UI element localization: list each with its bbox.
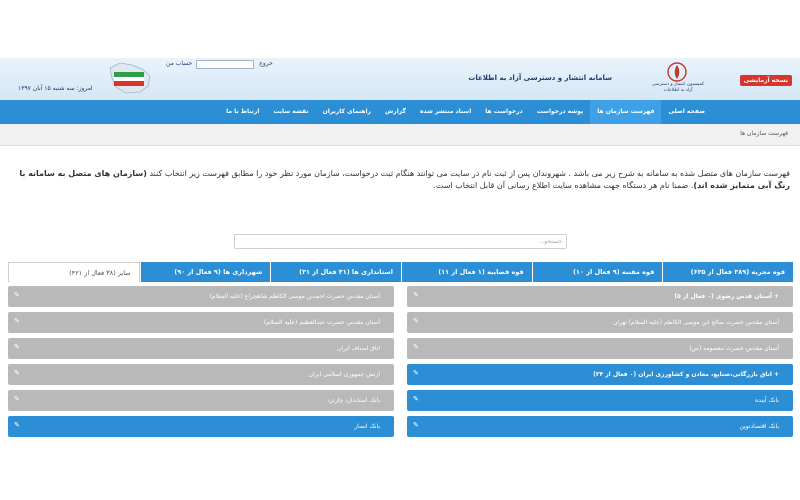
link-icon[interactable]: ✎	[413, 291, 419, 299]
org-item-label: اتاق بازرگانی،صنایع، معادن و کشاورزی ایران (۰ فعال از ۳۴)	[593, 371, 772, 378]
nav-requests[interactable]: درخواست ها	[485, 108, 523, 115]
link-icon[interactable]: ✎	[413, 369, 419, 377]
government-emblem-icon	[666, 61, 688, 83]
intro-text	[16, 168, 790, 192]
org-item-label: بانک استاندارد چارترد	[327, 397, 380, 404]
iran-map-icon	[106, 60, 154, 96]
org-item-label: آستان قدس رضوی (۰ فعال از ۵)	[674, 293, 772, 300]
nav-sitemap[interactable]: نقشه سایت	[273, 108, 309, 115]
breadcrumb-current: فهرست سازمان ها	[740, 130, 788, 137]
org-item[interactable]	[407, 286, 793, 307]
link-icon[interactable]: ✎	[14, 343, 20, 351]
trial-badge: نسخه آزمایشی	[740, 75, 792, 86]
nav-contact[interactable]: ارتباط با ما	[226, 108, 260, 115]
expand-icon[interactable]: +	[773, 293, 779, 300]
category-tabs	[8, 262, 793, 282]
org-item-label: بانک انصار	[354, 423, 380, 430]
org-item[interactable]	[8, 312, 394, 333]
tab-governorates[interactable]: استانداری ها (۳۱ فعال از ۳۱)	[271, 262, 401, 282]
org-item[interactable]	[407, 338, 793, 359]
link-icon[interactable]: ✎	[413, 421, 419, 429]
org-item[interactable]	[8, 364, 394, 385]
nav-home[interactable]: صفحه اصلی	[668, 108, 705, 115]
login-box[interactable]	[196, 60, 254, 69]
intro-main: فهرست سازمان های متصل شده به سامانه به شرح زیر می باشد . شهروندان پس از ثبت نام در سایت می توانند هنگام ثبت درخواست، سازمان مورد نظر خود را مطابق فهرست زیر انتخاب کنند	[146, 169, 790, 178]
tab-legislative[interactable]: قوه مقننه (۹ فعال از ۱۰)	[533, 262, 663, 282]
org-item-label: آستان مقدس حضرت عبدالعظیم (علیه السلام)	[264, 319, 380, 326]
org-item-label: بانک آینده	[755, 397, 779, 404]
org-item-label: ارتش جمهوری اسلامی ایران	[308, 371, 380, 378]
site-header	[0, 58, 800, 100]
link-icon[interactable]: ✎	[14, 291, 20, 299]
link-icon[interactable]: ✎	[14, 317, 20, 325]
link-icon[interactable]: ✎	[14, 395, 20, 403]
search-input[interactable]	[234, 234, 567, 249]
org-item[interactable]	[407, 390, 793, 411]
nav-user-guide[interactable]: راهنمای کاربران	[322, 108, 371, 115]
current-date: امروز: سه شنبه ۱۵ آبان ۱۳۹۷	[18, 85, 93, 92]
org-item-label: اتاق اصناف ایران	[337, 345, 380, 352]
link-icon[interactable]: ✎	[413, 317, 419, 325]
link-icon[interactable]: ✎	[14, 369, 20, 377]
my-account-link[interactable]: حساب من	[166, 60, 193, 67]
org-item-label: آستان مقدس حضرت معصومه (س)	[689, 345, 779, 352]
org-list-left	[8, 286, 394, 437]
intro-bold: (سازمان های متصل به سامانه با رنگ آبی متمایز شده اند)	[19, 169, 790, 190]
org-list-right	[407, 286, 793, 437]
org-item-label: بانک اقتصادنوین	[739, 423, 779, 430]
tab-executive[interactable]: قوه مجریه (۳۸۹ فعال از ۶۳۵)	[663, 262, 793, 282]
link-icon[interactable]: ✎	[413, 395, 419, 403]
org-item[interactable]	[8, 390, 394, 411]
nav-org-list[interactable]: فهرست سازمان ها	[590, 100, 661, 124]
nav-reports[interactable]: گزارش	[384, 108, 406, 115]
logout-link[interactable]: خروج	[259, 60, 273, 67]
link-icon[interactable]: ✎	[413, 343, 419, 351]
org-item[interactable]	[407, 364, 793, 385]
expand-icon[interactable]: +	[773, 371, 779, 378]
nav-request-folder[interactable]: پوشه درخواست	[536, 108, 584, 115]
tab-judiciary[interactable]: قوه قضاییه (۱ فعال از ۱۱)	[402, 262, 532, 282]
breadcrumb	[0, 124, 800, 146]
org-item[interactable]	[8, 338, 394, 359]
org-item[interactable]	[407, 312, 793, 333]
site-title: سامانه انتشار و دسترسی آزاد به اطلاعات	[468, 74, 612, 82]
tab-other[interactable]: سایر (۳۸ فعال از ۴۲۱)	[8, 262, 140, 282]
org-item[interactable]	[8, 286, 394, 307]
org-name: کمیسیون انتشار و دسترسی آزاد به اطلاعات	[651, 82, 705, 93]
org-item-label: آستان مقدس حضرت احمدبن موسی الکاظم شاهچراغ (علیه السلام)	[209, 293, 380, 300]
org-item[interactable]	[8, 416, 394, 437]
link-icon[interactable]: ✎	[14, 421, 20, 429]
nav-published-docs[interactable]: اسناد منتشر شده	[419, 108, 472, 115]
intro-tail: . ضمنا نام هر دستگاه جهت مشاهده سایت اطلاع رسانی آن قابل انتخاب است.	[433, 181, 694, 190]
tab-municipalities[interactable]: شهرداری ها (۹ فعال از ۹۰)	[141, 262, 271, 282]
org-item-label: آستان مقدس حضرت صالح ابن موسی الکاظم (علیه السلام) تهران	[612, 319, 779, 326]
main-navbar	[0, 100, 800, 124]
org-item[interactable]	[407, 416, 793, 437]
